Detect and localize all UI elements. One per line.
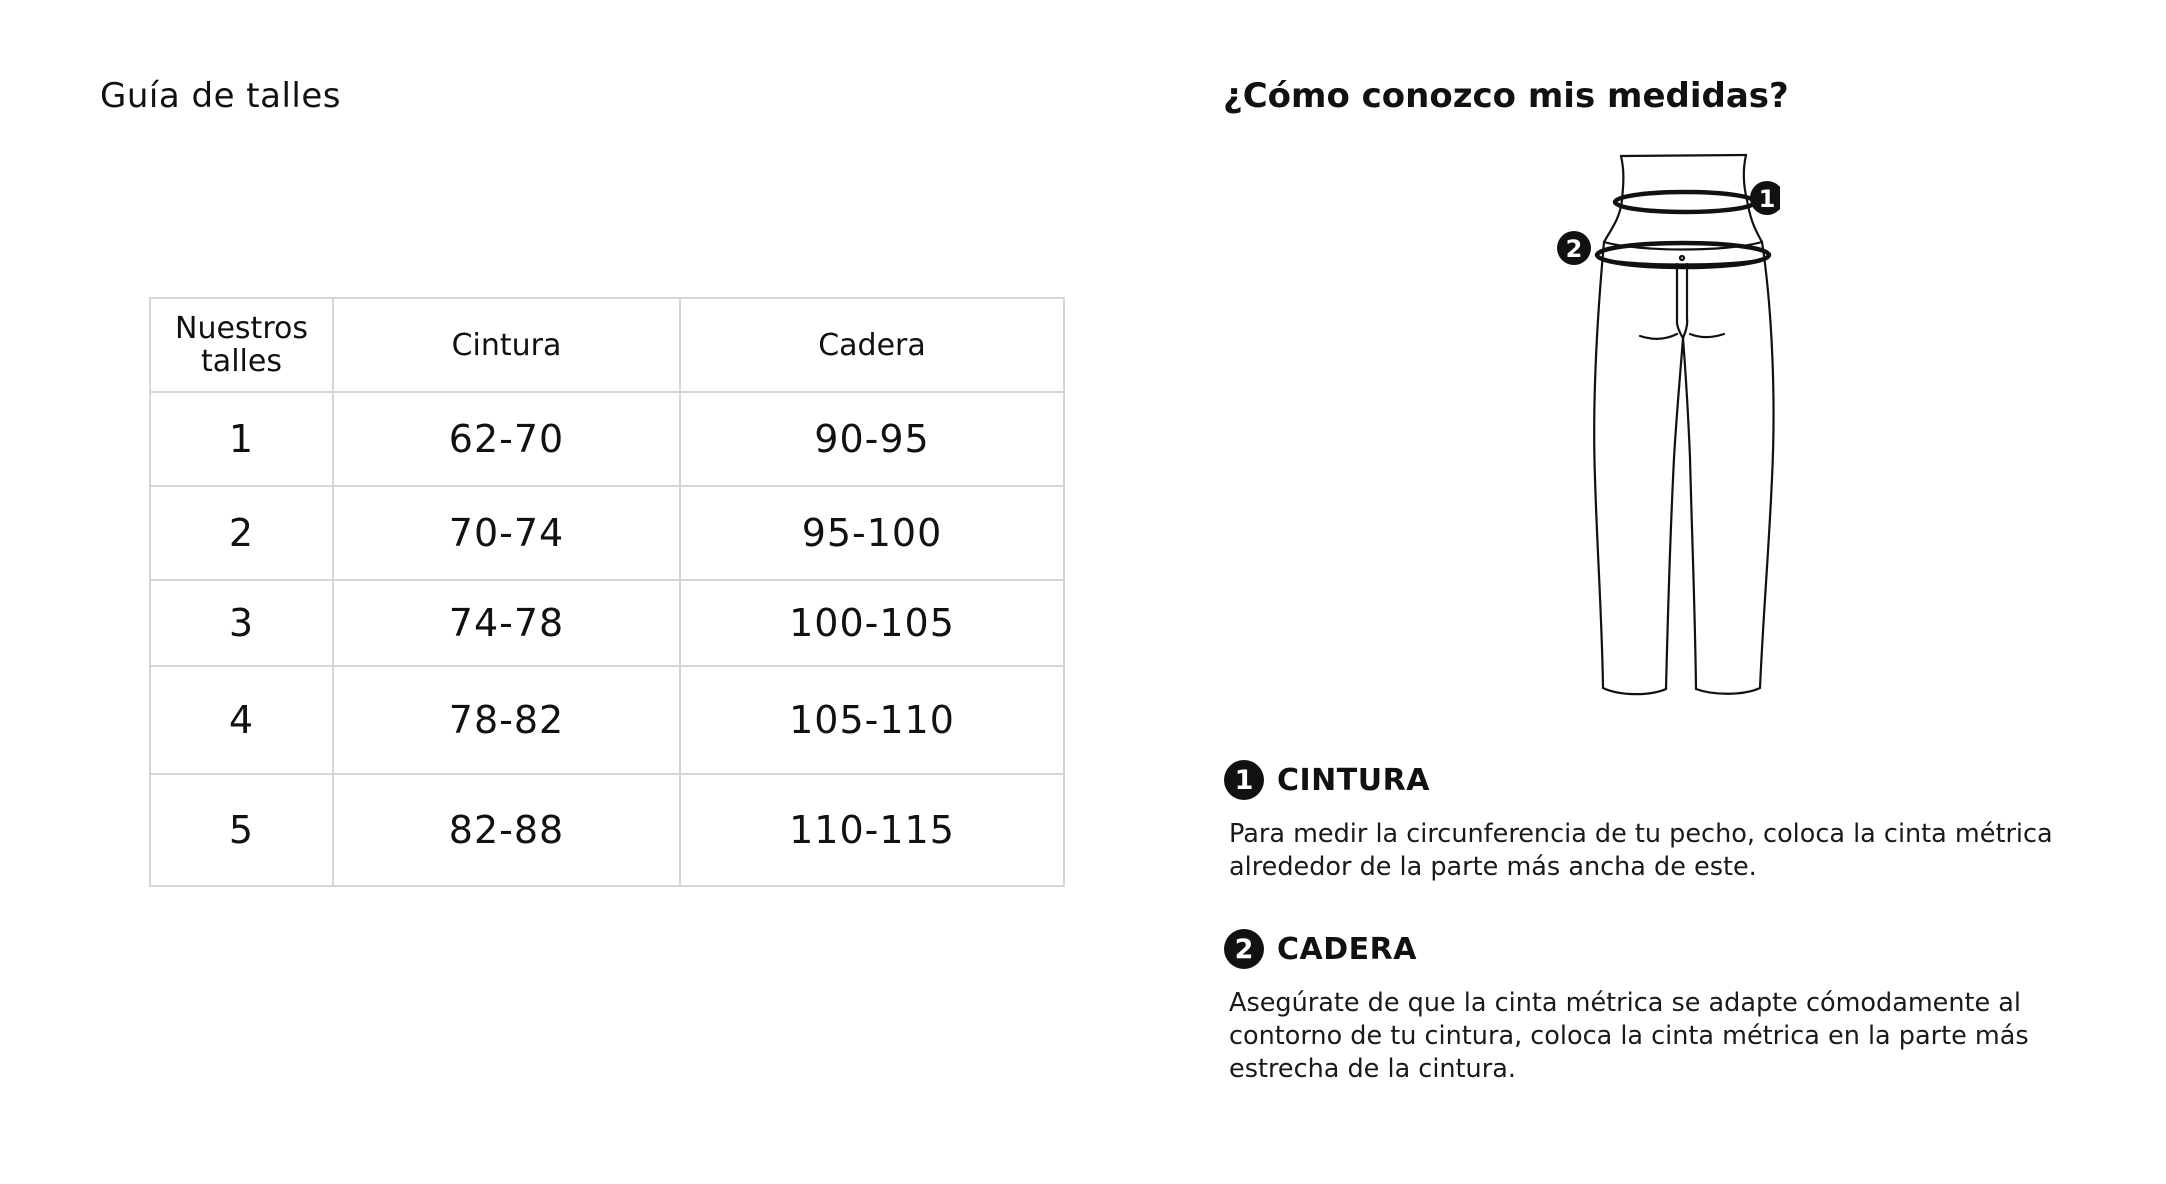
table-row	[150, 774, 1064, 886]
size-cell: 3	[150, 580, 333, 666]
header-sizes: Nuestros talles	[150, 298, 333, 392]
table-row	[150, 580, 1064, 666]
waist-cell: 62-70	[333, 392, 680, 486]
how-to-measure-title: ¿Cómo conozco mis medidas?	[1223, 76, 1789, 116]
hip-section-text: Asegúrate de que la cinta métrica se adapte cómodamente al contorno de tu cintura, coloca la cinta métrica en la parte más estrecha de la cintura.	[1229, 988, 2029, 1084]
waist-section-text: Para medir la circunferencia de tu pecho, coloca la cinta métrica alrededor de la parte más ancha de este.	[1229, 819, 2053, 882]
marker-1-icon	[1750, 181, 1780, 215]
waist-cell: 78-82	[333, 666, 680, 774]
marker-2-label: 2	[1565, 235, 1583, 263]
size-guide-title: Guía de talles	[100, 76, 341, 116]
hip-cell: 100-105	[680, 580, 1064, 666]
waist-section-title: CINTURA	[1277, 762, 1430, 798]
marker-1-label: 1	[1758, 185, 1776, 213]
marker-2-icon	[1557, 231, 1591, 265]
waist-cell: 82-88	[333, 774, 680, 886]
waist-cell: 74-78	[333, 580, 680, 666]
size-table	[149, 297, 1065, 887]
hip-cell: 95-100	[680, 486, 1064, 580]
size-cell: 4	[150, 666, 333, 774]
hip-section	[1224, 927, 2104, 1086]
size-cell: 5	[150, 774, 333, 886]
table-row	[150, 486, 1064, 580]
waist-cell: 70-74	[333, 486, 680, 580]
size-cell: 2	[150, 486, 333, 580]
header-hip: Cadera	[680, 298, 1064, 392]
size-cell: 1	[150, 392, 333, 486]
hip-cell: 105-110	[680, 666, 1064, 774]
number-1-icon: 1	[1224, 760, 1264, 800]
pants-measurement-illustration	[1540, 148, 1780, 754]
hip-cell: 90-95	[680, 392, 1064, 486]
hip-section-title: CADERA	[1277, 931, 1417, 967]
table-row	[150, 666, 1064, 774]
waist-section	[1224, 758, 2104, 884]
number-2-icon: 2	[1224, 929, 1264, 969]
table-row	[150, 392, 1064, 486]
hip-cell: 110-115	[680, 774, 1064, 886]
table-header-row	[150, 298, 1064, 392]
header-waist: Cintura	[333, 298, 680, 392]
